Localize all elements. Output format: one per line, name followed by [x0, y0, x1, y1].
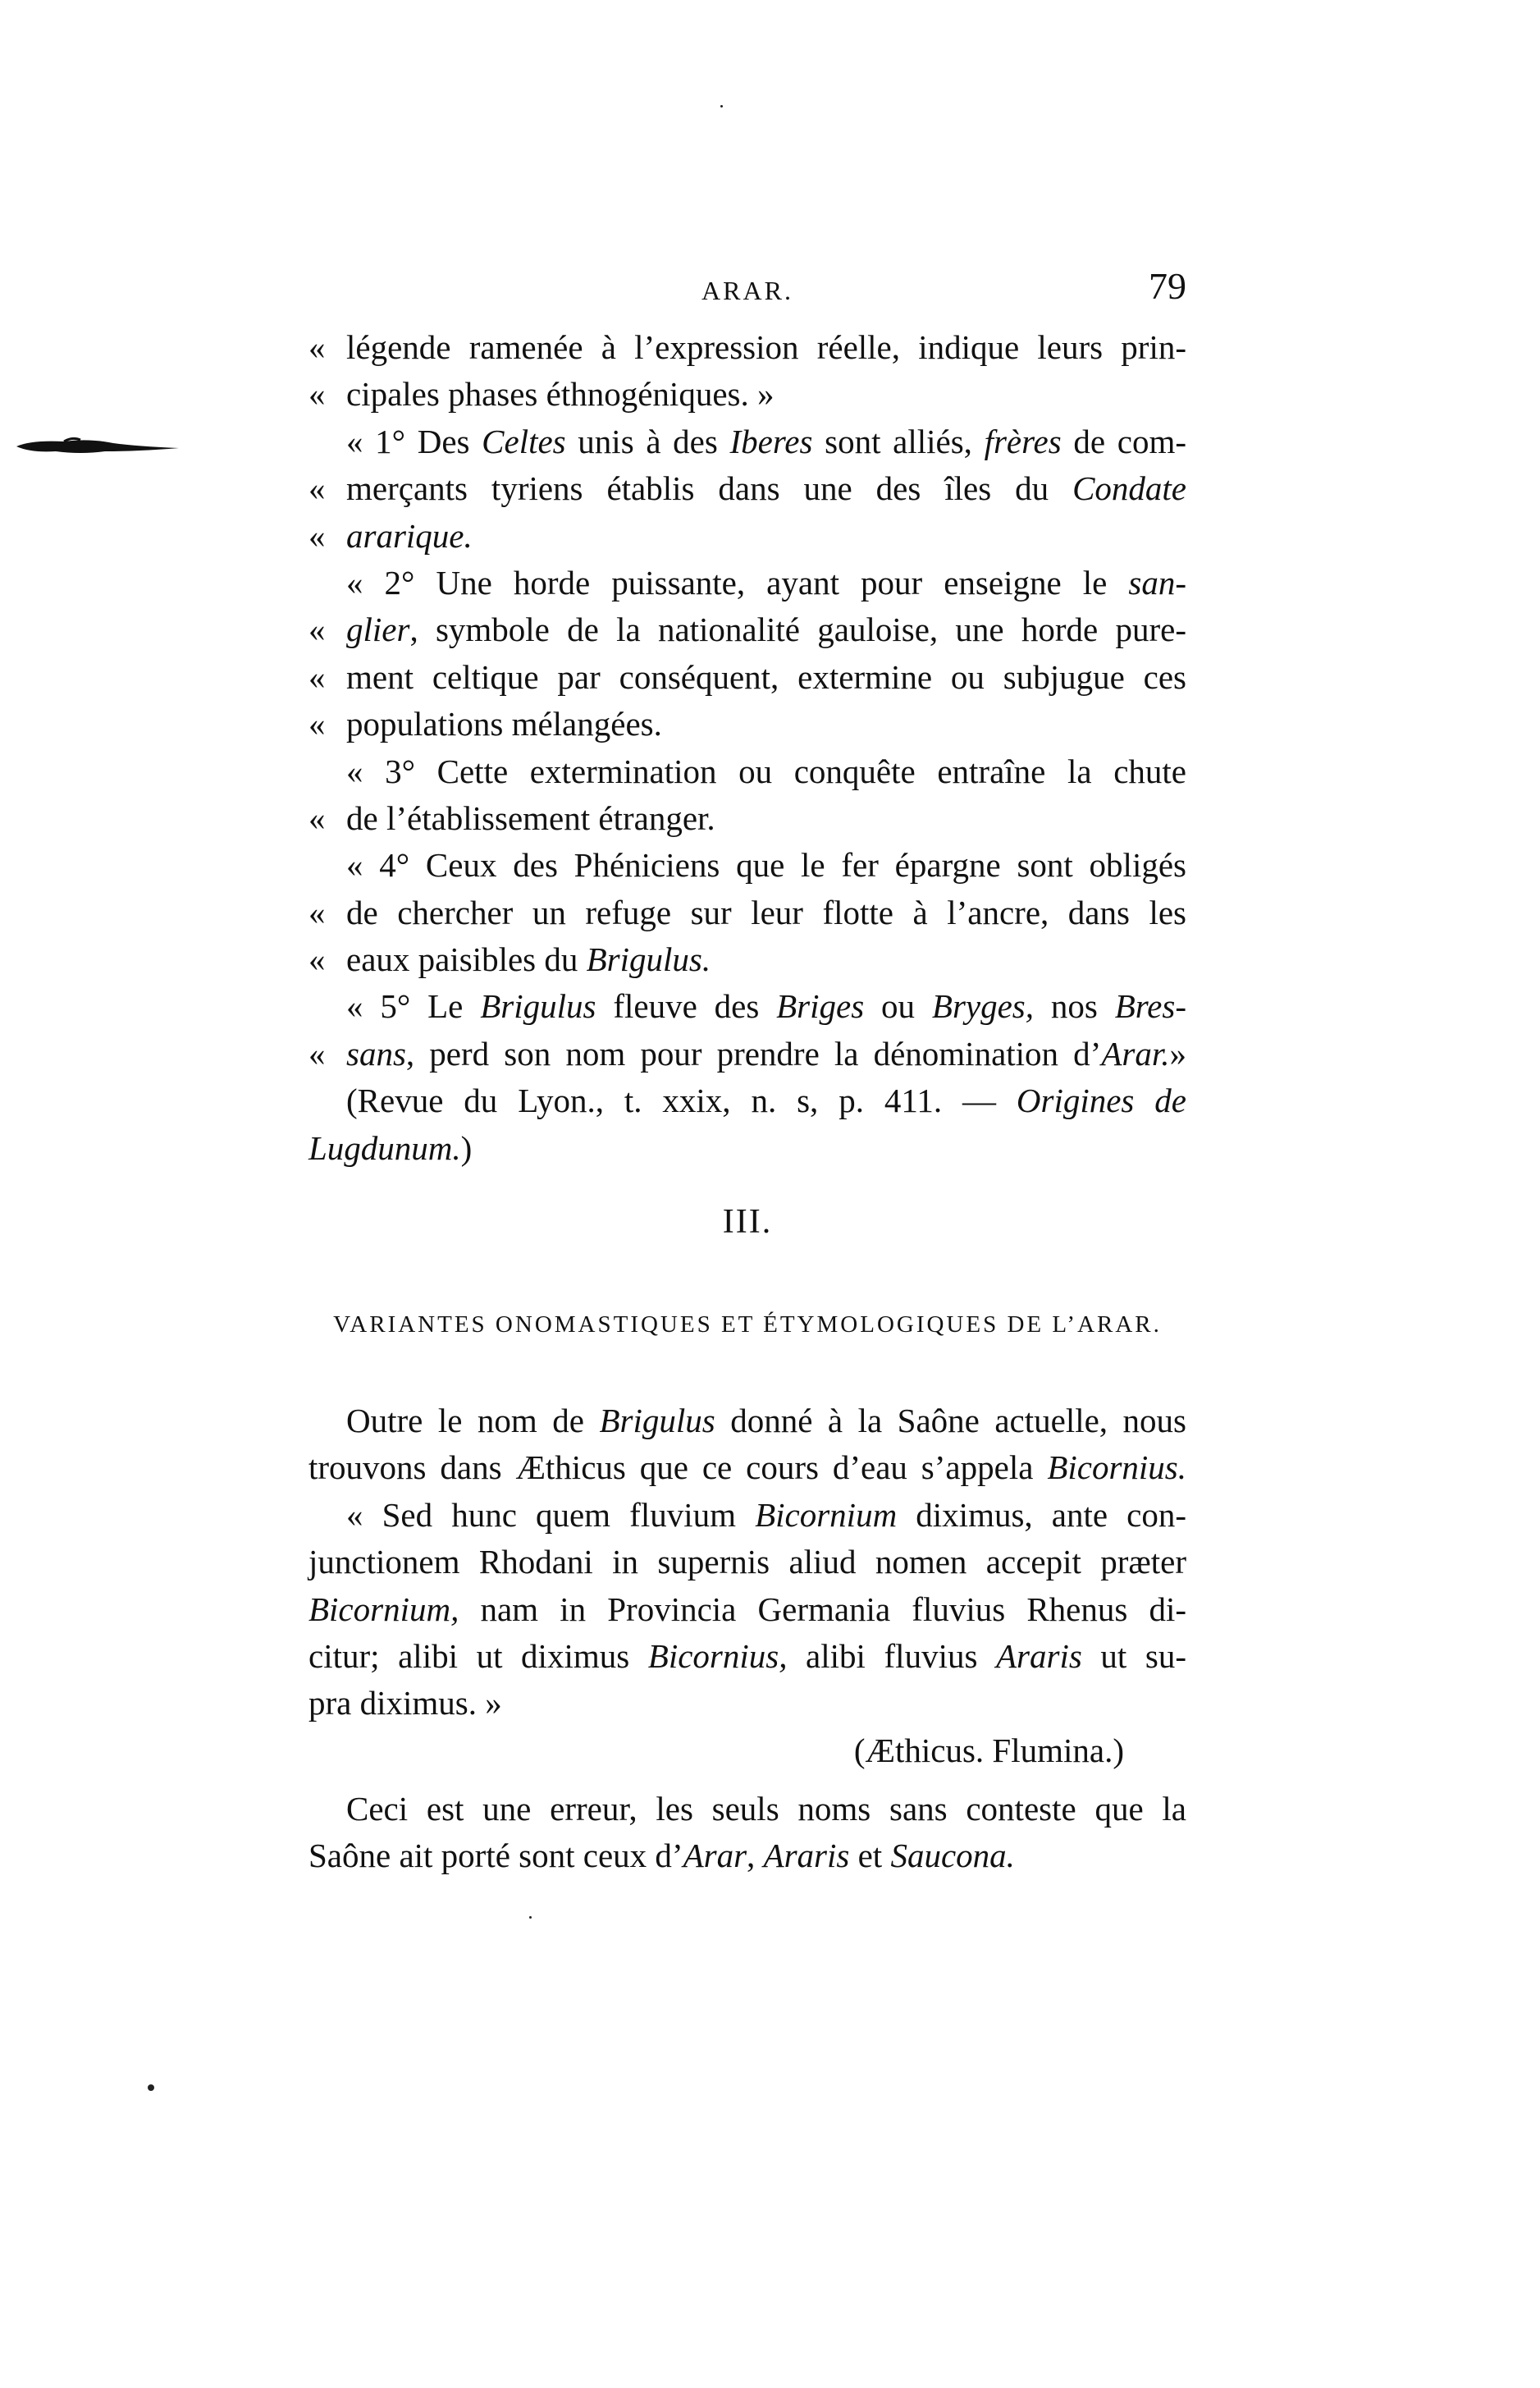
- ink-speck: [529, 1916, 532, 1919]
- text-line: citur; alibi ut diximus Bicornius, alibi fluvius Araris ut su-: [308, 1636, 1187, 1675]
- text-line: « 5° Le Brigulus fleuve des Briges ou Bryges, nos Bres-: [346, 987, 1186, 1026]
- text-line: « 1° Des Celtes unis à des Iberes sont alliés, frères de com-: [346, 422, 1186, 460]
- ink-blot-mark: [15, 435, 183, 458]
- text-line: « sans, perd son nom pour prendre la dénomination d’Arar.»: [308, 1034, 1186, 1073]
- running-header: [308, 264, 1186, 313]
- section-numeral: III.: [722, 1203, 773, 1241]
- text-line: Ceci est une erreur, les seuls noms sans conteste que la: [346, 1790, 1186, 1828]
- ink-speck: [148, 2084, 154, 2091]
- ink-speck: [720, 105, 723, 108]
- text-line: « glier, symbole de la nationalité gauloise, une horde pure-: [308, 611, 1186, 649]
- running-title: ARAR.: [701, 276, 793, 305]
- text-line: « ment celtique par conséquent, extermine ou subjugue ces: [308, 657, 1186, 696]
- citation-line: (Revue du Lyon., t. xxix, n. s, p. 411. — Origines de: [346, 1082, 1186, 1120]
- citation-line: Lugdunum.): [308, 1128, 473, 1167]
- quoted-passage: [308, 324, 1186, 1172]
- text-line: « cipales phases éthnogéniques. »: [308, 375, 775, 414]
- section-title: VARIANTES ONOMASTIQUES ET ÉTYMOLOGIQUES DE L’ARAR.: [333, 1311, 1162, 1338]
- body-text-conclusion: [308, 1786, 1186, 1880]
- source-citation: (Æthicus. Flumina.): [853, 1731, 1124, 1769]
- text-line: « eaux paisibles du Brigulus.: [308, 940, 711, 979]
- text-line: trouvons dans Æthicus que ce cours d’eau s’appela Bicornius.: [308, 1448, 1186, 1487]
- text-line: Saône ait porté sont ceux d’Arar, Araris et Saucona.: [308, 1837, 1015, 1875]
- text-line: « de chercher un refuge sur leur flotte à l’ancre, dans les: [308, 893, 1186, 931]
- page-number: 79: [1149, 265, 1186, 307]
- text-line: « 2° Une horde puissante, ayant pour enseigne le san-: [346, 563, 1186, 602]
- text-line: « de l’établissement étranger.: [308, 798, 715, 837]
- text-line: junctionem Rhodani in supernis aliud nomen accepit præter: [308, 1543, 1186, 1581]
- text-line: pra diximus. »: [308, 1684, 502, 1722]
- text-line: « légende ramenée à l’expression réelle, indique leurs prin-: [308, 328, 1186, 366]
- text-line: Outre le nom de Brigulus donné à la Saône actuelle, nous: [346, 1402, 1187, 1439]
- text-line: « 4° Ceux des Phéniciens que le fer épargne sont obligés: [346, 846, 1186, 885]
- body-text: [308, 1398, 1186, 1774]
- text-line: « 3° Cette extermination ou conquête entraîne la chute: [346, 752, 1186, 790]
- text-line: « Sed hunc quem fluvium Bicornium diximus, ante con-: [346, 1495, 1186, 1534]
- text-line: « populations mélangées.: [308, 705, 662, 743]
- text-line: « merçants tyriens établis dans une des îles du Condate: [308, 469, 1186, 508]
- text-line: Bicornium, nam in Provincia Germania fluvius Rhenus di-: [308, 1590, 1186, 1628]
- text-line: « ararique.: [308, 516, 473, 555]
